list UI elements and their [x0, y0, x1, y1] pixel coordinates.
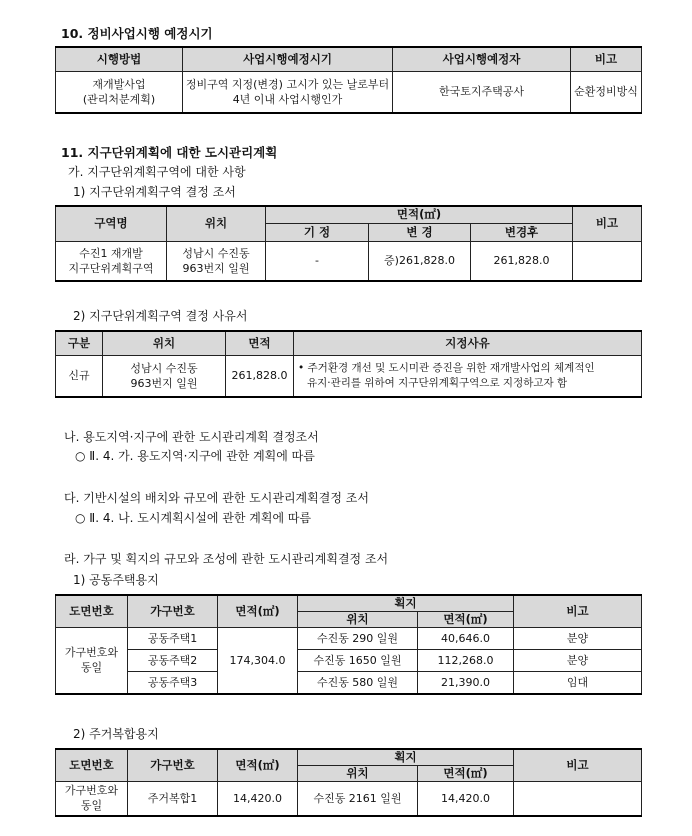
cell-note [514, 782, 642, 816]
cell-lot-location: 수진동 290 일원 [298, 628, 418, 650]
header-operator: 사업시행예정자 [393, 47, 571, 71]
header-location: 위치 [103, 331, 226, 355]
header-area: 면적(㎡) [218, 749, 298, 782]
cell-note: 분양 [514, 628, 642, 650]
sub-da-ref: ○ Ⅱ. 4. 나. 도시계획시설에 관한 계획에 따름 [75, 511, 312, 525]
cell-lot-location: 수진동 2161 일원 [298, 782, 418, 816]
district-decision-table [55, 205, 642, 282]
cell-map-no: 가구번호와 동일 [56, 782, 128, 816]
header-schedule: 사업시행예정시기 [183, 47, 393, 71]
cell-area: 174,304.0 [218, 628, 298, 694]
header-district-name: 구역명 [56, 206, 167, 241]
header-lot-location: 위치 [298, 612, 418, 628]
cell-block: 공동주택3 [128, 672, 218, 694]
cell-division: 신규 [56, 355, 103, 397]
sub-ga: 가. 지구단위계획구역에 대한 사항 [68, 165, 246, 179]
header-method: 시행방법 [56, 47, 183, 71]
header-area: 면적(㎡) [218, 595, 298, 628]
header-note: 비고 [573, 206, 642, 241]
cell-method: 재개발사업 (관리처분계획) [56, 71, 183, 113]
cell-block: 공동주택2 [128, 650, 218, 672]
cell-note: 임대 [514, 672, 642, 694]
sub-1: 1) 지구단위계획구역 결정 조서 [73, 185, 236, 199]
cell-lot-area: 14,420.0 [418, 782, 514, 816]
section-11-title: 11. 지구단위계획에 대한 도시관리계획 [61, 145, 278, 160]
header-note: 비고 [514, 749, 642, 782]
cell-block: 공동주택1 [128, 628, 218, 650]
cell-lot-location: 수진동 580 일원 [298, 672, 418, 694]
header-location: 위치 [167, 206, 266, 241]
sub-ra: 라. 가구 및 획지의 규모와 조성에 관한 도시관리계획결정 조서 [64, 552, 389, 566]
header-note: 비고 [514, 595, 642, 628]
cell-change: 증)261,828.0 [369, 241, 471, 281]
sub-da: 다. 기반시설의 배치와 규모에 관한 도시관리계획결정 조서 [64, 491, 369, 505]
header-block-no: 가구번호 [128, 595, 218, 628]
cell-note: 순환정비방식 [571, 71, 642, 113]
cell-reason: • 주거환경 개선 및 도시미관 증진을 위한 재개발사업의 체계적인 유지·관리를 위하여 지구단위계획구역으로 지정하고자 함 [294, 355, 642, 397]
header-area: 면적(㎡) [266, 206, 573, 223]
sub-ra-1: 1) 공동주택용지 [73, 573, 159, 587]
cell-lot-location: 수진동 1650 일원 [298, 650, 418, 672]
cell-existing: - [266, 241, 369, 281]
header-division: 구분 [56, 331, 103, 355]
cell-schedule: 정비구역 지정(변경) 고시가 있는 날로부터 4년 이내 사업시행인가 [183, 71, 393, 113]
sub-na: 나. 용도지역·지구에 관한 도시관리계획 결정조서 [64, 430, 319, 444]
header-area: 면적 [226, 331, 294, 355]
cell-location: 성남시 수진동 963번지 일원 [103, 355, 226, 397]
header-after: 변경후 [471, 223, 573, 241]
cell-lot-area: 21,390.0 [418, 672, 514, 694]
section-10-title: 10. 정비사업시행 예정시기 [61, 26, 213, 41]
schedule-table [55, 46, 642, 114]
cell-district-name: 수진1 재개발 지구단위계획구역 [56, 241, 167, 281]
cell-note: 분양 [514, 650, 642, 672]
cell-lot-area: 112,268.0 [418, 650, 514, 672]
header-block-no: 가구번호 [128, 749, 218, 782]
cell-area: 261,828.0 [226, 355, 294, 397]
cell-operator: 한국토지주택공사 [393, 71, 571, 113]
cell-area: 14,420.0 [218, 782, 298, 816]
cell-lot-area: 40,646.0 [418, 628, 514, 650]
header-existing: 기 정 [266, 223, 369, 241]
header-lot-area: 면적(㎡) [418, 612, 514, 628]
cell-after: 261,828.0 [471, 241, 573, 281]
header-reason: 지정사유 [294, 331, 642, 355]
header-lot: 획지 [298, 749, 514, 766]
header-lot-area: 면적(㎡) [418, 766, 514, 782]
cell-location: 성남시 수진동 963번지 일원 [167, 241, 266, 281]
header-lot-location: 위치 [298, 766, 418, 782]
sub-2: 2) 지구단위계획구역 결정 사유서 [73, 309, 248, 323]
housing-lot-table [55, 594, 642, 695]
header-map-no: 도면번호 [56, 595, 128, 628]
header-map-no: 도면번호 [56, 749, 128, 782]
cell-note [573, 241, 642, 281]
header-note: 비고 [571, 47, 642, 71]
district-reason-table [55, 330, 642, 398]
header-change: 변 경 [369, 223, 471, 241]
sub-na-ref: ○ Ⅱ. 4. 가. 용도지역·지구에 관한 계획에 따름 [75, 449, 315, 463]
cell-map-no: 가구번호와 동일 [56, 628, 128, 694]
sub-ra-2: 2) 주거복합용지 [73, 727, 159, 741]
mixed-use-lot-table [55, 748, 642, 817]
header-lot: 획지 [298, 595, 514, 612]
cell-block: 주거복합1 [128, 782, 218, 816]
